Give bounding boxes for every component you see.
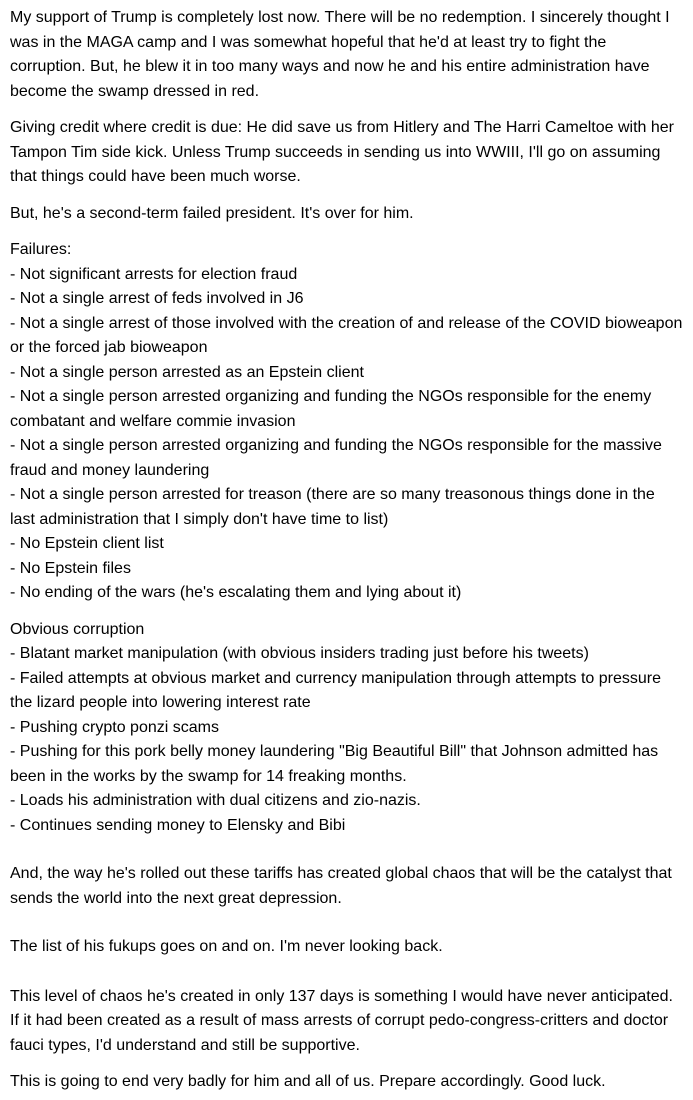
spacer — [10, 606, 683, 618]
list-item: - Continues sending money to Elensky and Bibi — [10, 816, 346, 834]
paragraph-fukups: The list of his fukups goes on and on. I'm never looking back. — [10, 938, 443, 955]
list-item: - No Epstein client list — [10, 535, 164, 552]
list-item: - No ending of the wars (he's escalating them and lying about it) — [10, 584, 462, 601]
list-item: - Not a single arrest of those involved with the creation of and release of the COVID bioweapon or the forced jab bioweapon — [10, 314, 683, 356]
list-item: - Not a single person arrested for treason (there are so many treasonous things done in the last administration that I simply don't have time to list) — [10, 486, 655, 528]
list-item: - Loads his administration with dual citizens and zio-nazis. — [10, 792, 421, 809]
paragraph-closing: This is going to end very badly for him and all of us. Prepare accordingly. Good luck. — [10, 1073, 606, 1090]
failures-title: Failures: — [10, 241, 72, 258]
list-item: - Not a single arrest of feds involved in J6 — [10, 290, 304, 307]
list-item: - Not significant arrests for election fraud — [10, 265, 298, 283]
corruption-title: Obvious corruption — [10, 620, 145, 638]
paragraph-chaos: This level of chaos he's created in only 137 days is something I would have never anticipated. If it had been created as a result of mass arrests of corrupt pedo-congress-critters and doctor fauci types, I'd understand and still be supportive. — [10, 987, 673, 1054]
corruption-list — [10, 618, 683, 839]
list-item: - Pushing for this pork belly money laundering "Big Beautiful Bill" that Johnson admitted has been in the works by the swamp for 14 freaking months. — [10, 743, 659, 785]
paragraph-support-lost: My support of Trump is completely lost now. There will be no redemption. I sincerely thought I was in the MAGA camp and I was somewhat hopeful that he'd at least try to fight the corruption. But, he blew it in too many ways and now he and his entire administration have become the swamp dressed in red. — [10, 9, 670, 100]
spacer — [10, 838, 683, 862]
paragraph-failed-president: But, he's a second-term failed president. It's over for him. — [10, 204, 414, 222]
spacer — [10, 190, 683, 202]
list-item: - Failed attempts at obvious market and currency manipulation through attempts to pressure the lizard people into lowering interest rate — [10, 669, 661, 711]
spacer — [10, 911, 683, 935]
list-item: - Pushing crypto ponzi scams — [10, 718, 219, 736]
spacer — [10, 960, 683, 985]
list-item: - Not a single person arrested organizing and funding the NGOs responsible for the massive fraud and money laundering — [10, 437, 662, 479]
list-item: - Not a single person arrested organizing and funding the NGOs responsible for the enemy combatant and welfare commie invasion — [10, 388, 652, 430]
failures-list — [10, 238, 683, 606]
list-item: - Not a single person arrested as an Epstein client — [10, 363, 364, 381]
list-item: - No Epstein files — [10, 559, 131, 577]
spacer — [10, 226, 683, 238]
spacer — [10, 1058, 683, 1070]
spacer — [10, 104, 683, 116]
paragraph-credit: Giving credit where credit is due: He did save us from Hitlery and The Harri Cameltoe with her Tampon Tim side kick. Unless Trump succeeds in sending us into WWIII, I'll go on assuming that things could have been much worse. — [10, 119, 674, 185]
paragraph-tariffs: And, the way he's rolled out these tariffs has created global chaos that will be the catalyst that sends the world into the next great depression. — [10, 865, 672, 907]
list-item: - Blatant market manipulation (with obvious insiders trading just before his tweets) — [10, 645, 589, 662]
